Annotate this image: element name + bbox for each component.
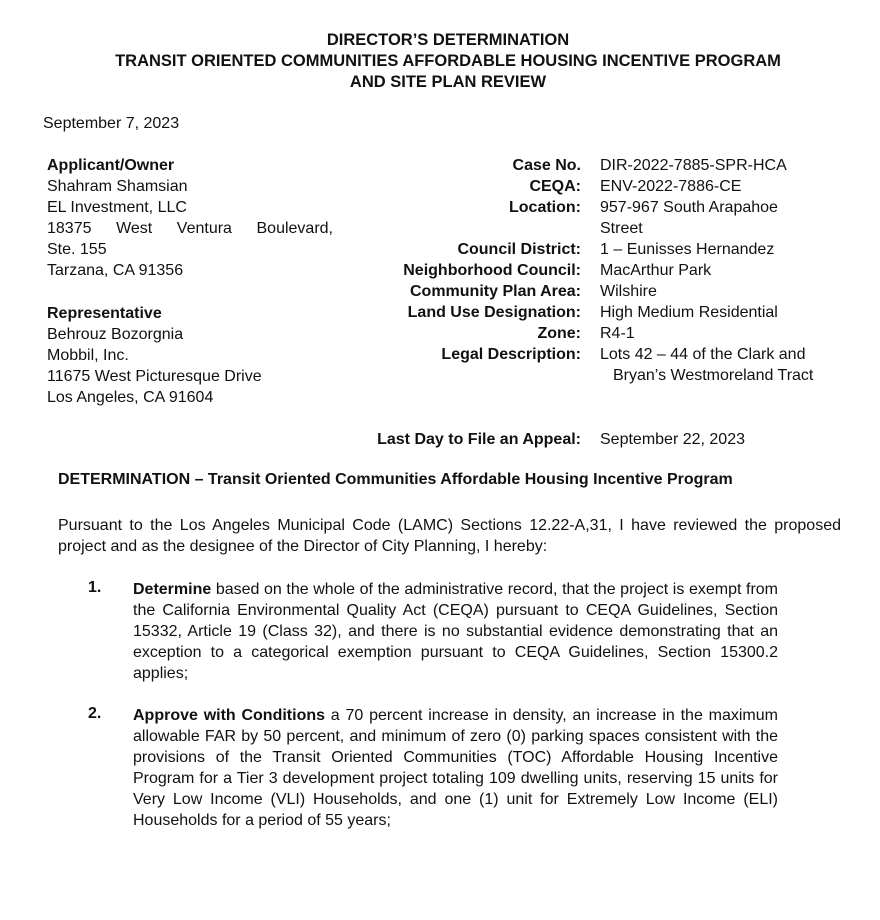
representative-heading: Representative	[47, 305, 162, 322]
item-number: 2.	[88, 705, 102, 722]
legal-description-label: Legal Description:	[441, 346, 581, 363]
zone-label: Zone:	[537, 325, 581, 342]
applicant-company: EL Investment, LLC	[47, 199, 187, 216]
zone-value: R4-1	[600, 325, 635, 342]
document-date: September 7, 2023	[43, 115, 180, 132]
legal-description-line-2: Bryan’s Westmoreland Tract	[613, 367, 814, 384]
title-line-2: TRANSIT ORIENTED COMMUNITIES AFFORDABLE HOUSING INCENTIVE PROGRAM	[115, 52, 781, 70]
appeal-deadline-value: September 22, 2023	[600, 431, 745, 448]
representative-name: Behrouz Bozorgnia	[47, 326, 184, 343]
case-no-value: DIR-2022-7885-SPR-HCA	[600, 157, 787, 174]
determination-intro: Pursuant to the Los Angeles Municipal Code (LAMC) Sections 12.22-A,31, I have reviewed the proposed project and as the designee of the Director of City Planning, I hereby:	[58, 517, 841, 555]
address-word: Ventura	[176, 220, 232, 237]
item-number: 1.	[88, 579, 102, 596]
appeal-deadline-label: Last Day to File an Appeal:	[377, 431, 581, 448]
community-plan-label: Community Plan Area:	[410, 283, 581, 300]
address-word: West	[116, 220, 153, 237]
representative-address: 11675 West Picturesque Drive	[47, 368, 262, 385]
determination-item-2	[133, 705, 778, 831]
determination-heading: DETERMINATION – Transit Oriented Communities Affordable Housing Incentive Program	[58, 471, 733, 488]
applicant-address	[47, 218, 333, 239]
land-use-value: High Medium Residential	[600, 304, 778, 321]
location-value-line-1: 957-967 South Arapahoe	[600, 199, 778, 216]
ceqa-value: ENV-2022-7886-CE	[600, 178, 742, 195]
community-plan-value: Wilshire	[600, 283, 657, 300]
item-lead: Determine	[133, 581, 212, 598]
applicant-suite: Ste. 155	[47, 241, 107, 258]
case-no-label: Case No.	[512, 157, 581, 174]
document-title	[0, 30, 880, 93]
applicant-city: Tarzana, CA 91356	[47, 262, 184, 279]
title-line-3: AND SITE PLAN REVIEW	[349, 73, 547, 91]
title-line-1: DIRECTOR’S DETERMINATION	[326, 31, 570, 49]
location-value-line-2: Street	[600, 220, 643, 237]
council-district-label: Council District:	[457, 241, 581, 258]
representative-company: Mobbil, Inc.	[47, 347, 129, 364]
applicant-heading: Applicant/Owner	[47, 157, 175, 174]
determination-item-1	[133, 579, 778, 684]
item-text: based on the whole of the administrative record, that the project is exempt from the California Environmental Quality Act (CEQA) pursuant to CEQA Guidelines, Section 15332, Article 19 (Class 32), and there is no substantial evidence demonstrating that an exception to a categorical exemption pursuant to CEQA Guidelines, Section 15300.2 applies;	[133, 581, 778, 682]
address-word: 18375	[47, 220, 92, 237]
legal-description-line-1: Lots 42 – 44 of the Clark and	[600, 346, 806, 363]
address-word: Boulevard,	[256, 220, 333, 237]
applicant-name: Shahram Shamsian	[47, 178, 188, 195]
location-label: Location:	[509, 199, 581, 216]
neighborhood-council-value: MacArthur Park	[600, 262, 712, 279]
representative-city: Los Angeles, CA 91604	[47, 389, 214, 406]
item-text: a 70 percent increase in density, an increase in the maximum allowable FAR by 50 percent, and minimum of zero (0) parking spaces consistent with the provisions of the Transit Oriented Communities (TOC) Affordable Housing Incentive Program for a Tier 3 development project totaling 109 dwelling units, reserving 15 units for Very Low Income (VLI) Households, and one (1) unit for Extremely Low Income (ELI) Households for a period of 55 years;	[133, 707, 778, 829]
council-district-value: 1 – Eunisses Hernandez	[600, 241, 775, 258]
neighborhood-council-label: Neighborhood Council:	[403, 262, 581, 279]
item-lead: Approve with Conditions	[133, 707, 326, 724]
land-use-label: Land Use Designation:	[407, 304, 581, 321]
ceqa-label: CEQA:	[529, 178, 581, 195]
